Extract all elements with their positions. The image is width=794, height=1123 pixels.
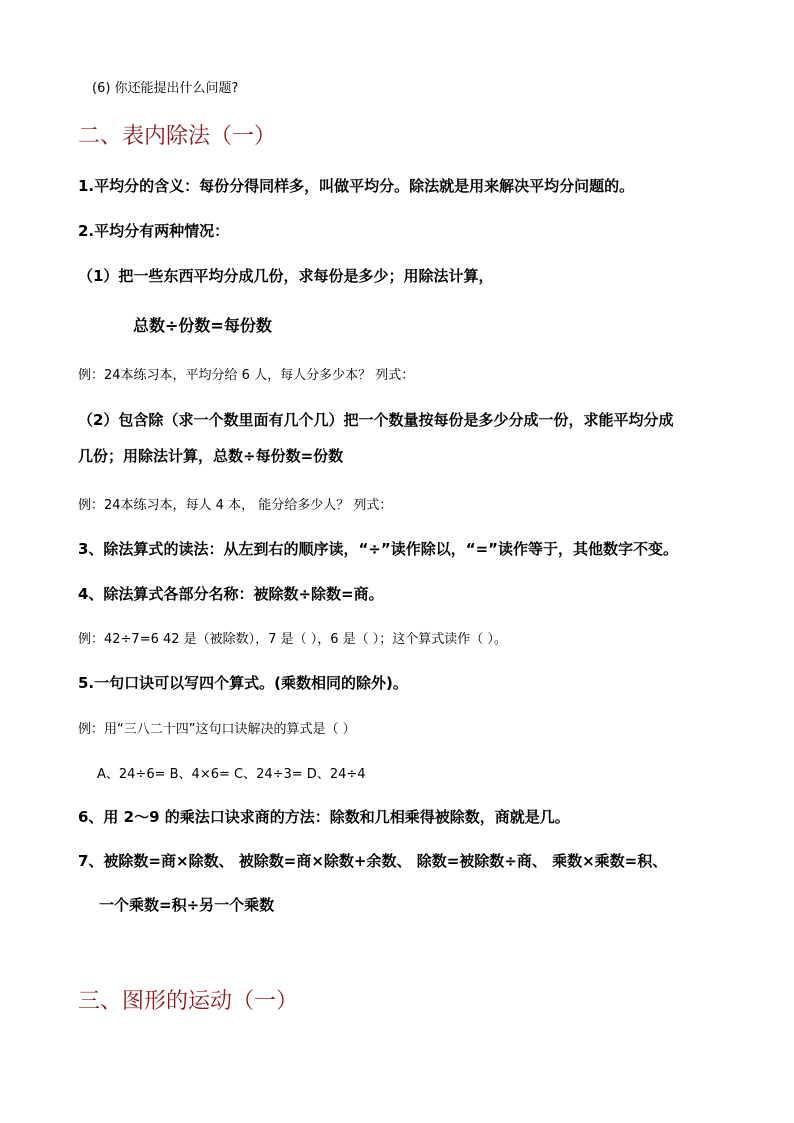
paragraph-4a: （2）包含除（求一个数里面有几个几）把一个数量按每份是多少分成一份，求能平均分成 — [78, 411, 674, 429]
paragraph-3: （1）把一些东西平均分成几份，求每份是多少；用除法计算， — [78, 267, 494, 285]
paragraph-10: 一个乘数=积÷另一个乘数 — [99, 896, 275, 914]
paragraph-8: 6、用 2～9 的乘法口诀求商的方法：除数和几相乘得被除数，商就是几。 — [78, 808, 570, 826]
paragraph-1: 1.平均分的含义：每份分得同样多，叫做平均分。除法就是用来解决平均分问题的。 — [78, 177, 635, 195]
paragraph-6: 4、除法算式各部分名称：被除数÷除数=商。 — [78, 585, 384, 603]
section-heading-2: 二、表内除法（一） — [78, 124, 277, 149]
paragraph-2: 2.平均分有两种情况： — [78, 222, 230, 240]
formula-1: 总数÷份数=每份数 — [133, 316, 272, 335]
paragraph-5: 3、除法算式的读法：从左到右的顺序读，“÷”读作除以，“=”读作等于，其他数字不变。 — [78, 540, 679, 558]
section-heading-3: 三、图形的运动（一） — [78, 989, 299, 1014]
paragraph-7: 5.一句口诀可以写四个算式。(乘数相同的除外)。 — [78, 674, 408, 692]
paragraph-4b: 几份；用除法计算，总数÷每份数=份数 — [78, 447, 344, 465]
example-2: 例：24本练习本，每人 4 本， 能分给多少人？ 列式： — [78, 498, 393, 513]
example-3: 例：42÷7=6 42 是（被除数），7 是（ ），6 是（ ）；这个算式读作（ ）。 — [78, 632, 507, 647]
question-6: (6) 你还能提出什么问题? — [92, 81, 239, 96]
paragraph-9: 7、被除数=商×除数、 被除数=商×除数+余数、 除数=被除数÷商、 乘数×乘数=积、 — [78, 852, 668, 870]
example-4-options: A、24÷6= B、4×6= C、24÷3= D、24÷4 — [97, 767, 366, 782]
example-1: 例：24本练习本，平均分给 6 人，每人分多少本？ 列式： — [78, 368, 415, 383]
example-4: 例：用“三八二十四”这句口诀解决的算式是（ ） — [78, 722, 356, 737]
